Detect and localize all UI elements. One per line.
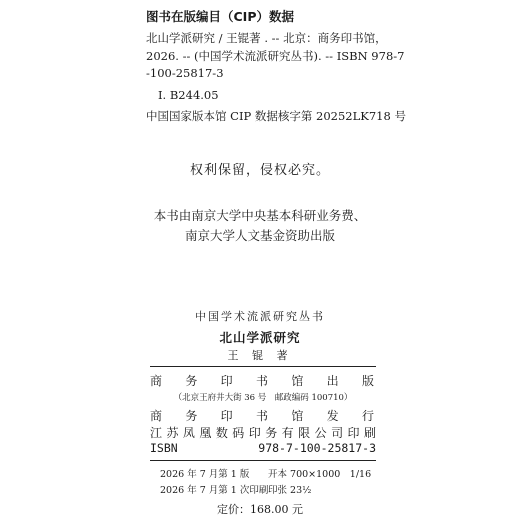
rights-notice: 权利保留，侵权必究。 — [189, 163, 330, 178]
funding-note: 本书由南京大学中央基本科研业务费、 — [153, 208, 367, 223]
first-edition: 2026 年 7 月第 1 版 — [160, 469, 250, 480]
cip-line: 北山学派研究 / 王锟著 . -- 北京：商务印书馆， — [146, 31, 387, 45]
printer: 江苏凤凰数码印务有限公司印刷 — [150, 426, 376, 440]
page-format: 开本 700×1000 1/16 — [268, 469, 372, 480]
cip-record-number: 中国国家版本馆 CIP 数据核字第 20252LK718 号 — [146, 109, 406, 123]
publisher-name: 商务印书馆出版 — [150, 374, 376, 388]
funding-note: 南京大学人文基金资助出版 — [184, 228, 335, 243]
divider — [150, 460, 376, 461]
cip-line: -100-25817-3 — [146, 66, 224, 80]
publisher-address: （北京王府井大街 36 号 邮政编码 100710） — [173, 393, 353, 403]
divider — [150, 366, 376, 367]
price: 定价：168.00 元 — [217, 503, 303, 516]
distributor: 商务印书馆发行 — [150, 409, 376, 423]
cip-line: 2026. -- (中国学术流派研究丛书). -- ISBN 978-7 — [146, 49, 405, 63]
first-printing: 2026 年 7 月第 1 次印刷 — [160, 485, 269, 496]
book-author: 王 锟 著 — [227, 349, 293, 362]
cip-classification: Ⅰ. B244.05 — [158, 88, 219, 102]
book-title: 北山学派研究 — [219, 330, 301, 345]
cip-heading: 图书在版编目（CIP）数据 — [146, 9, 294, 24]
isbn: ISBN 978-7-100-25817-3 — [150, 441, 376, 455]
series-name: 中国学术流派研究丛书 — [195, 310, 325, 323]
print-sheets: 印张 23½ — [268, 485, 312, 496]
